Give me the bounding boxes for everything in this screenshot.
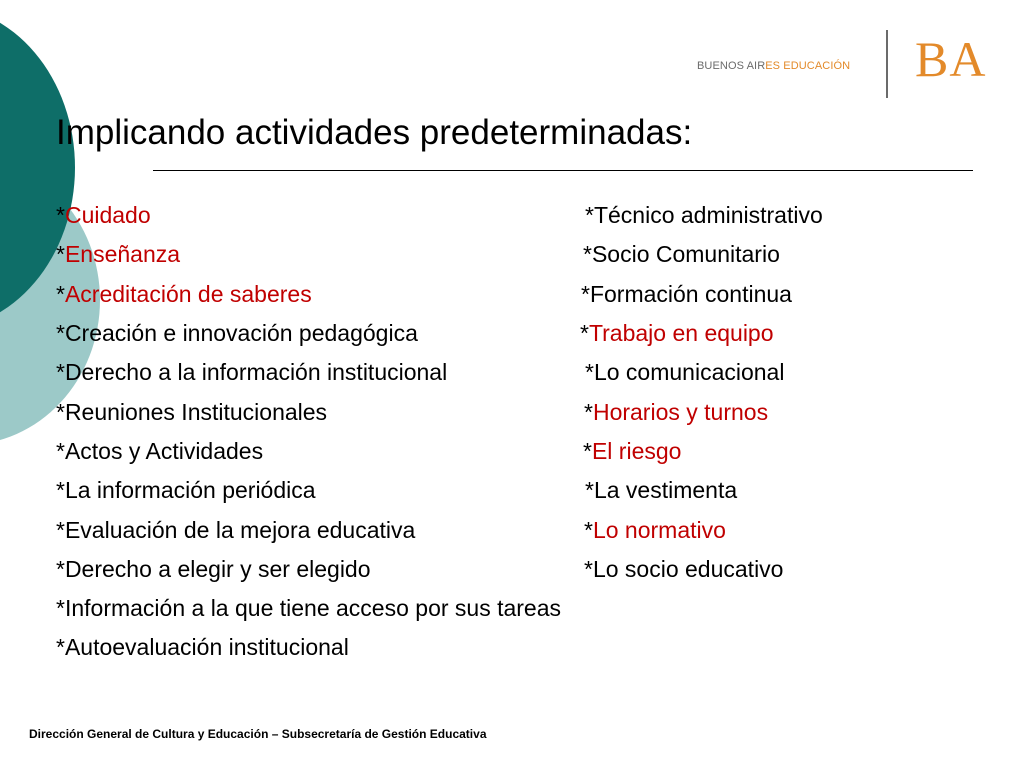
list-item-text: Acreditación de saberes <box>64 281 312 307</box>
list-item-right <box>584 553 783 585</box>
list-item-bullet: * <box>584 399 593 425</box>
list-item-text: *Autoevaluación institucional <box>56 634 349 660</box>
brand-name-part2: ES EDUCACIÓN <box>765 60 851 72</box>
list-item-text: *Lo comunicacional <box>585 359 785 385</box>
list-item-text: *Evaluación de la mejora educativa <box>56 517 416 543</box>
list-item-text: *Socio Comunitario <box>583 241 780 267</box>
list-item-text: Lo normativo <box>592 517 726 543</box>
list-item-text: *Reuniones Institucionales <box>56 399 328 425</box>
ba-logo: BA <box>915 31 987 87</box>
brand-divider <box>886 30 888 98</box>
list-item-left <box>56 435 263 467</box>
slide-title: Implicando actividades predeterminadas: <box>56 113 693 152</box>
list-item-left <box>56 278 312 310</box>
list-item-text: *Técnico administrativo <box>585 202 823 228</box>
list-item-left <box>56 553 371 585</box>
list-item-right <box>585 356 784 388</box>
list-item-right <box>584 514 726 546</box>
list-item-right <box>585 199 823 231</box>
list-item-left <box>56 514 415 546</box>
list-item-bullet: * <box>584 517 593 543</box>
list-item-right <box>584 396 768 428</box>
list-item-text: Cuidado <box>64 202 151 228</box>
list-item-right <box>581 278 792 310</box>
list-item-text: *Derecho a la información institucional <box>56 359 448 385</box>
list-item-text: *Lo socio educativo <box>584 556 784 582</box>
list-item-right <box>583 238 780 270</box>
footer-text: Dirección General de Cultura y Educación – Subsecretaría de Gestión Educativa <box>29 727 487 741</box>
list-item-text: *Derecho a elegir y ser elegido <box>56 556 371 582</box>
brand-name <box>697 60 850 72</box>
list-item-bullet: * <box>56 202 65 228</box>
title-underline <box>153 170 973 171</box>
list-item-text: El riesgo <box>591 438 682 464</box>
list-item-text: *Creación e innovación pedagógica <box>56 320 418 346</box>
list-item-right <box>585 474 737 506</box>
list-item-text: *La vestimenta <box>585 477 738 503</box>
list-item-left <box>56 317 418 349</box>
list-item-left <box>56 631 349 663</box>
list-item-bullet: * <box>583 438 592 464</box>
list-item-right <box>580 317 774 349</box>
list-item-text: *Información a la que tiene acceso por sus tareas <box>56 595 562 621</box>
list-item-left <box>56 356 447 388</box>
list-item-left <box>56 199 151 231</box>
list-item-bullet: * <box>56 281 65 307</box>
brand-name-part1: BUENOS AIR <box>697 60 766 72</box>
list-item-left <box>56 238 180 270</box>
list-item-text: *Actos y Actividades <box>56 438 264 464</box>
list-item-text: *Formación continua <box>581 281 792 307</box>
list-item-left <box>56 396 327 428</box>
list-item-left <box>56 592 561 624</box>
list-item-right <box>583 435 681 467</box>
list-item-bullet: * <box>580 320 589 346</box>
list-item-left <box>56 474 316 506</box>
list-item-text: Trabajo en equipo <box>588 320 774 346</box>
list-item-text: Horarios y turnos <box>592 399 769 425</box>
list-item-bullet: * <box>56 241 65 267</box>
list-item-text: Enseñanza <box>64 241 181 267</box>
list-item-text: *La información periódica <box>56 477 316 503</box>
